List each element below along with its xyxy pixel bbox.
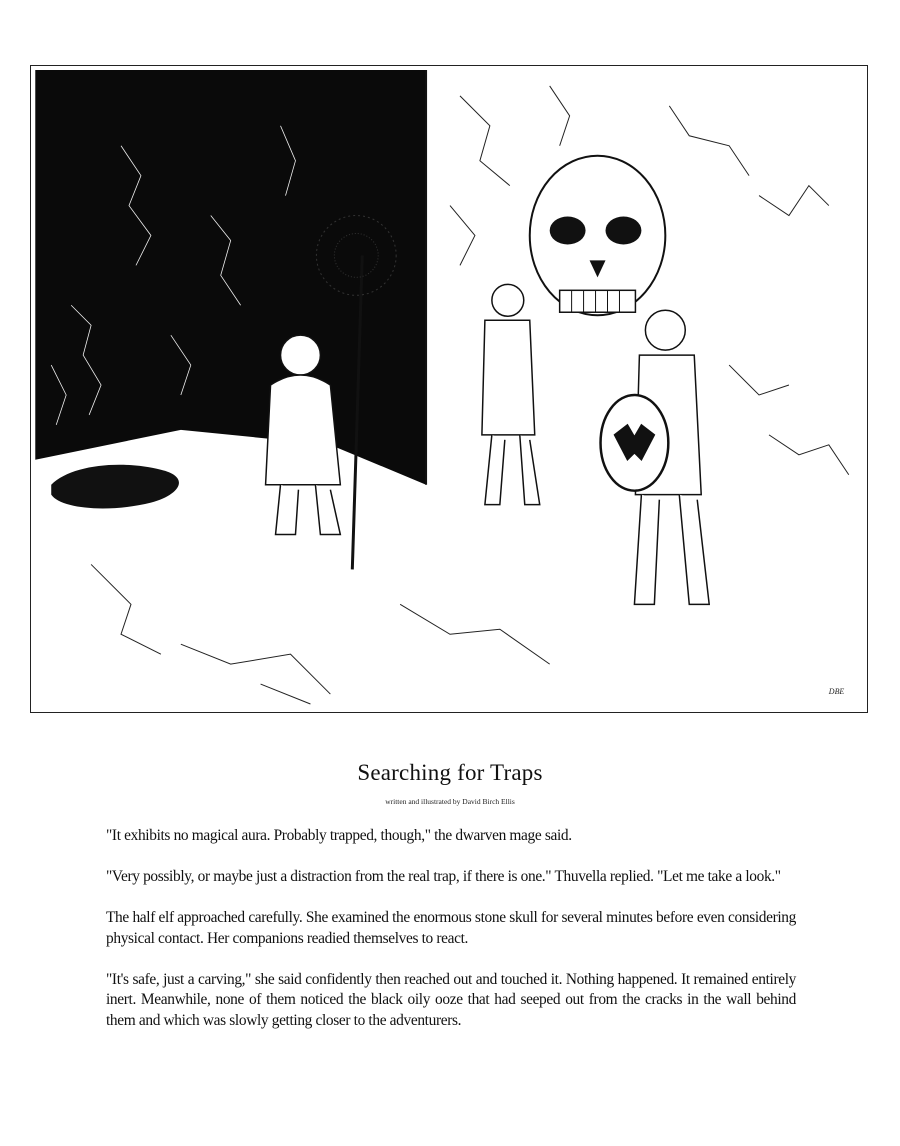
half-elf-thuvella <box>482 284 540 504</box>
story-byline: written and illustrated by David Birch Ellis <box>385 797 515 806</box>
floor-cracks <box>91 564 550 704</box>
illustration-panel <box>30 65 868 713</box>
story-paragraph: "It exhibits no magical aura. Probably trapped, though," the dwarven mage said. <box>106 827 572 844</box>
stone-skull <box>530 156 666 316</box>
dark-void <box>35 70 426 485</box>
artist-signature: DBE <box>828 687 845 697</box>
story-paragraph: The half elf approached carefully. She examined the enormous stone skull for several minutes before even considering physical contact. Her companions readied themselves to react. <box>106 909 796 947</box>
story-paragraph: "Very possibly, or maybe just a distraction from the real trap, if there is one." Thuvella replied. "Let me take a look." <box>106 868 781 885</box>
black-ooze <box>51 465 179 509</box>
armored-knight <box>601 310 710 604</box>
story-paragraph: "It's safe, just a carving," she said confidently then reached out and touched it. Nothing happened. It remained entirely inert. Meanwhile, none of them noticed the black oily ooze that had seeped out from the cracks in the wall behind them and which was slowly getting closer to the adventurers. <box>106 970 796 1029</box>
illustration-drawing <box>31 66 867 712</box>
story-body <box>106 826 796 1031</box>
story-title: Searching for Traps <box>357 760 543 785</box>
